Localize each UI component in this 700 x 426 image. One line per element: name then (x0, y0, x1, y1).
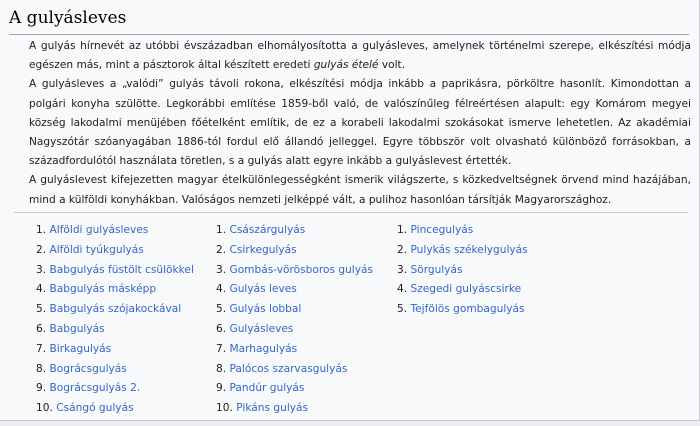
list-item-number: 10. (216, 402, 233, 415)
bottom-border (0, 420, 700, 426)
recipe-link[interactable]: Gombás-vörösboros gulyás (229, 263, 374, 276)
recipe-link[interactable]: Szegedi gulyáscsirke (410, 283, 522, 296)
list-item-number: 6. (36, 322, 47, 335)
list-item-number: 5. (397, 303, 408, 316)
list-item (36, 379, 194, 399)
list-item-number: 10. (36, 402, 53, 415)
recipe-link[interactable]: Gulyás leves (229, 283, 297, 296)
recipe-link[interactable]: Palócos szarvasgulyás (229, 362, 348, 375)
list-item (216, 221, 373, 241)
list-item-number: 1. (36, 224, 47, 236)
list-item-number: 2. (36, 243, 47, 256)
list-item (397, 300, 528, 320)
recipe-link[interactable]: Babgulyás másképp (49, 283, 157, 296)
recipe-link[interactable]: Csirkegulyás (229, 243, 297, 256)
list-item-number: 6. (216, 322, 227, 335)
list-item (397, 261, 528, 281)
recipe-list-column-1 (36, 221, 194, 419)
list-item (36, 340, 194, 360)
list-item-number: 4. (397, 283, 408, 296)
recipe-link[interactable]: Pikáns gulyás (236, 402, 309, 415)
list-item (216, 280, 373, 300)
list-item-number: 2. (397, 243, 408, 256)
list-item (216, 261, 373, 281)
paragraph-3: A gulyáslevest kifejezetten magyar ételkülönlegességként ismerik világszerte, s közkedveltségnek örvend mind hazájában, mind a külföldi konyhákban. Valóságos nemzeti jelképpé vált, a pulihoz hasonlóan társítják Magyarországhoz. (29, 174, 691, 206)
paragraph-1 (29, 37, 691, 75)
recipe-link[interactable]: Bográcsgulyás 2. (49, 382, 141, 395)
recipe-link[interactable]: Csángó gulyás (56, 402, 134, 415)
list-item-number: 5. (216, 303, 227, 316)
list-item (36, 399, 194, 419)
list-item-number: 5. (36, 303, 47, 316)
list-item-number: 4. (216, 283, 227, 296)
recipe-link[interactable]: Alföldi gulyásleves (49, 224, 149, 236)
list-item (397, 280, 528, 300)
list-item-number: 3. (216, 263, 227, 276)
list-item-number: 1. (216, 224, 227, 236)
recipe-link[interactable]: Gulyásleves (229, 322, 294, 335)
recipe-link[interactable]: Tejfölös gombagulyás (410, 303, 525, 316)
section-heading: A gulyásleves (9, 6, 689, 35)
list-item-number: 9. (216, 382, 227, 395)
recipe-link[interactable]: Babgulyás (49, 322, 105, 335)
list-item-number: 8. (216, 362, 227, 375)
list-item (397, 221, 528, 241)
paragraph-1-emphasis: gulyás ételé (313, 59, 379, 72)
list-item (36, 261, 194, 281)
recipe-link[interactable]: Pulykás székelygulyás (410, 243, 528, 256)
paragraph-1-start: A gulyás hírnevét az utóbbi évszázadban elhomályosította a gulyásleves, amelynek történelmi szerepe, elkészítési módja egészen más, mint a pásztorok által készített eredeti (29, 40, 691, 72)
list-item-number: 3. (397, 263, 408, 276)
article-text (29, 37, 691, 210)
paragraph-2: A gulyásleves a „valódi” gulyás távoli rokona, elkészítési módja inkább a paprikásra, pörköltre hasonlít. Kimondottan a polgári konyha szülötte. Legkorábbi említése 1859-ből való, de valószínűleg félreértésen alapult: egy Komárom megyei község lakodalmi menüjében főételként említik, de ez a korabeli lakodalmi szokásokat ismerve lehetetlen. Az akadémiai Nagyszótár szóanyagában 1886-tól fordul elő állandó jelleggel. Egyre többször volt olvasható különböző forrásokban, a századfordulótól használata töretlen, s a gulyás alatt egyre inkább a gulyáslevest értették. (29, 78, 691, 168)
recipe-link[interactable]: Bográcsgulyás (49, 362, 127, 375)
list-item (397, 241, 528, 261)
list-item-number: 3. (36, 263, 47, 276)
paragraph-1-end: volt. (378, 59, 406, 72)
list-item (216, 300, 373, 320)
list-item (216, 399, 373, 419)
list-item (36, 320, 194, 340)
recipe-link[interactable]: Gulyás lobbal (229, 303, 302, 316)
recipe-link[interactable]: Birkagulyás (49, 342, 112, 355)
list-item (216, 340, 373, 360)
list-item (36, 280, 194, 300)
list-item-number: 9. (36, 382, 47, 395)
list-item-number: 1. (397, 224, 408, 236)
recipe-link[interactable]: Császárgulyás (229, 224, 306, 236)
recipe-link[interactable]: Alföldi tyúkgulyás (49, 243, 144, 256)
list-item (36, 221, 194, 241)
recipe-list-column-3 (397, 221, 528, 320)
list-item-number: 7. (216, 342, 227, 355)
recipe-link[interactable]: Babgulyás szójakockával (49, 303, 182, 316)
list-item (216, 379, 373, 399)
section-divider (14, 212, 688, 213)
recipe-link[interactable]: Babgulyás füstölt csülökkel (49, 263, 194, 276)
list-item-number: 2. (216, 243, 227, 256)
recipe-link[interactable]: Pandúr gulyás (229, 382, 305, 395)
list-item-number: 4. (36, 283, 47, 296)
list-item-number: 8. (36, 362, 47, 375)
list-item (36, 300, 194, 320)
recipe-link[interactable]: Sörgulyás (410, 263, 463, 276)
list-item (36, 360, 194, 380)
list-item (36, 241, 194, 261)
recipe-link[interactable]: Pincegulyás (410, 224, 474, 236)
recipe-list-column-2 (216, 221, 373, 419)
list-item (216, 320, 373, 340)
list-item (216, 241, 373, 261)
list-item-number: 7. (36, 342, 47, 355)
list-item (216, 360, 373, 380)
recipe-link[interactable]: Marhagulyás (229, 342, 298, 355)
